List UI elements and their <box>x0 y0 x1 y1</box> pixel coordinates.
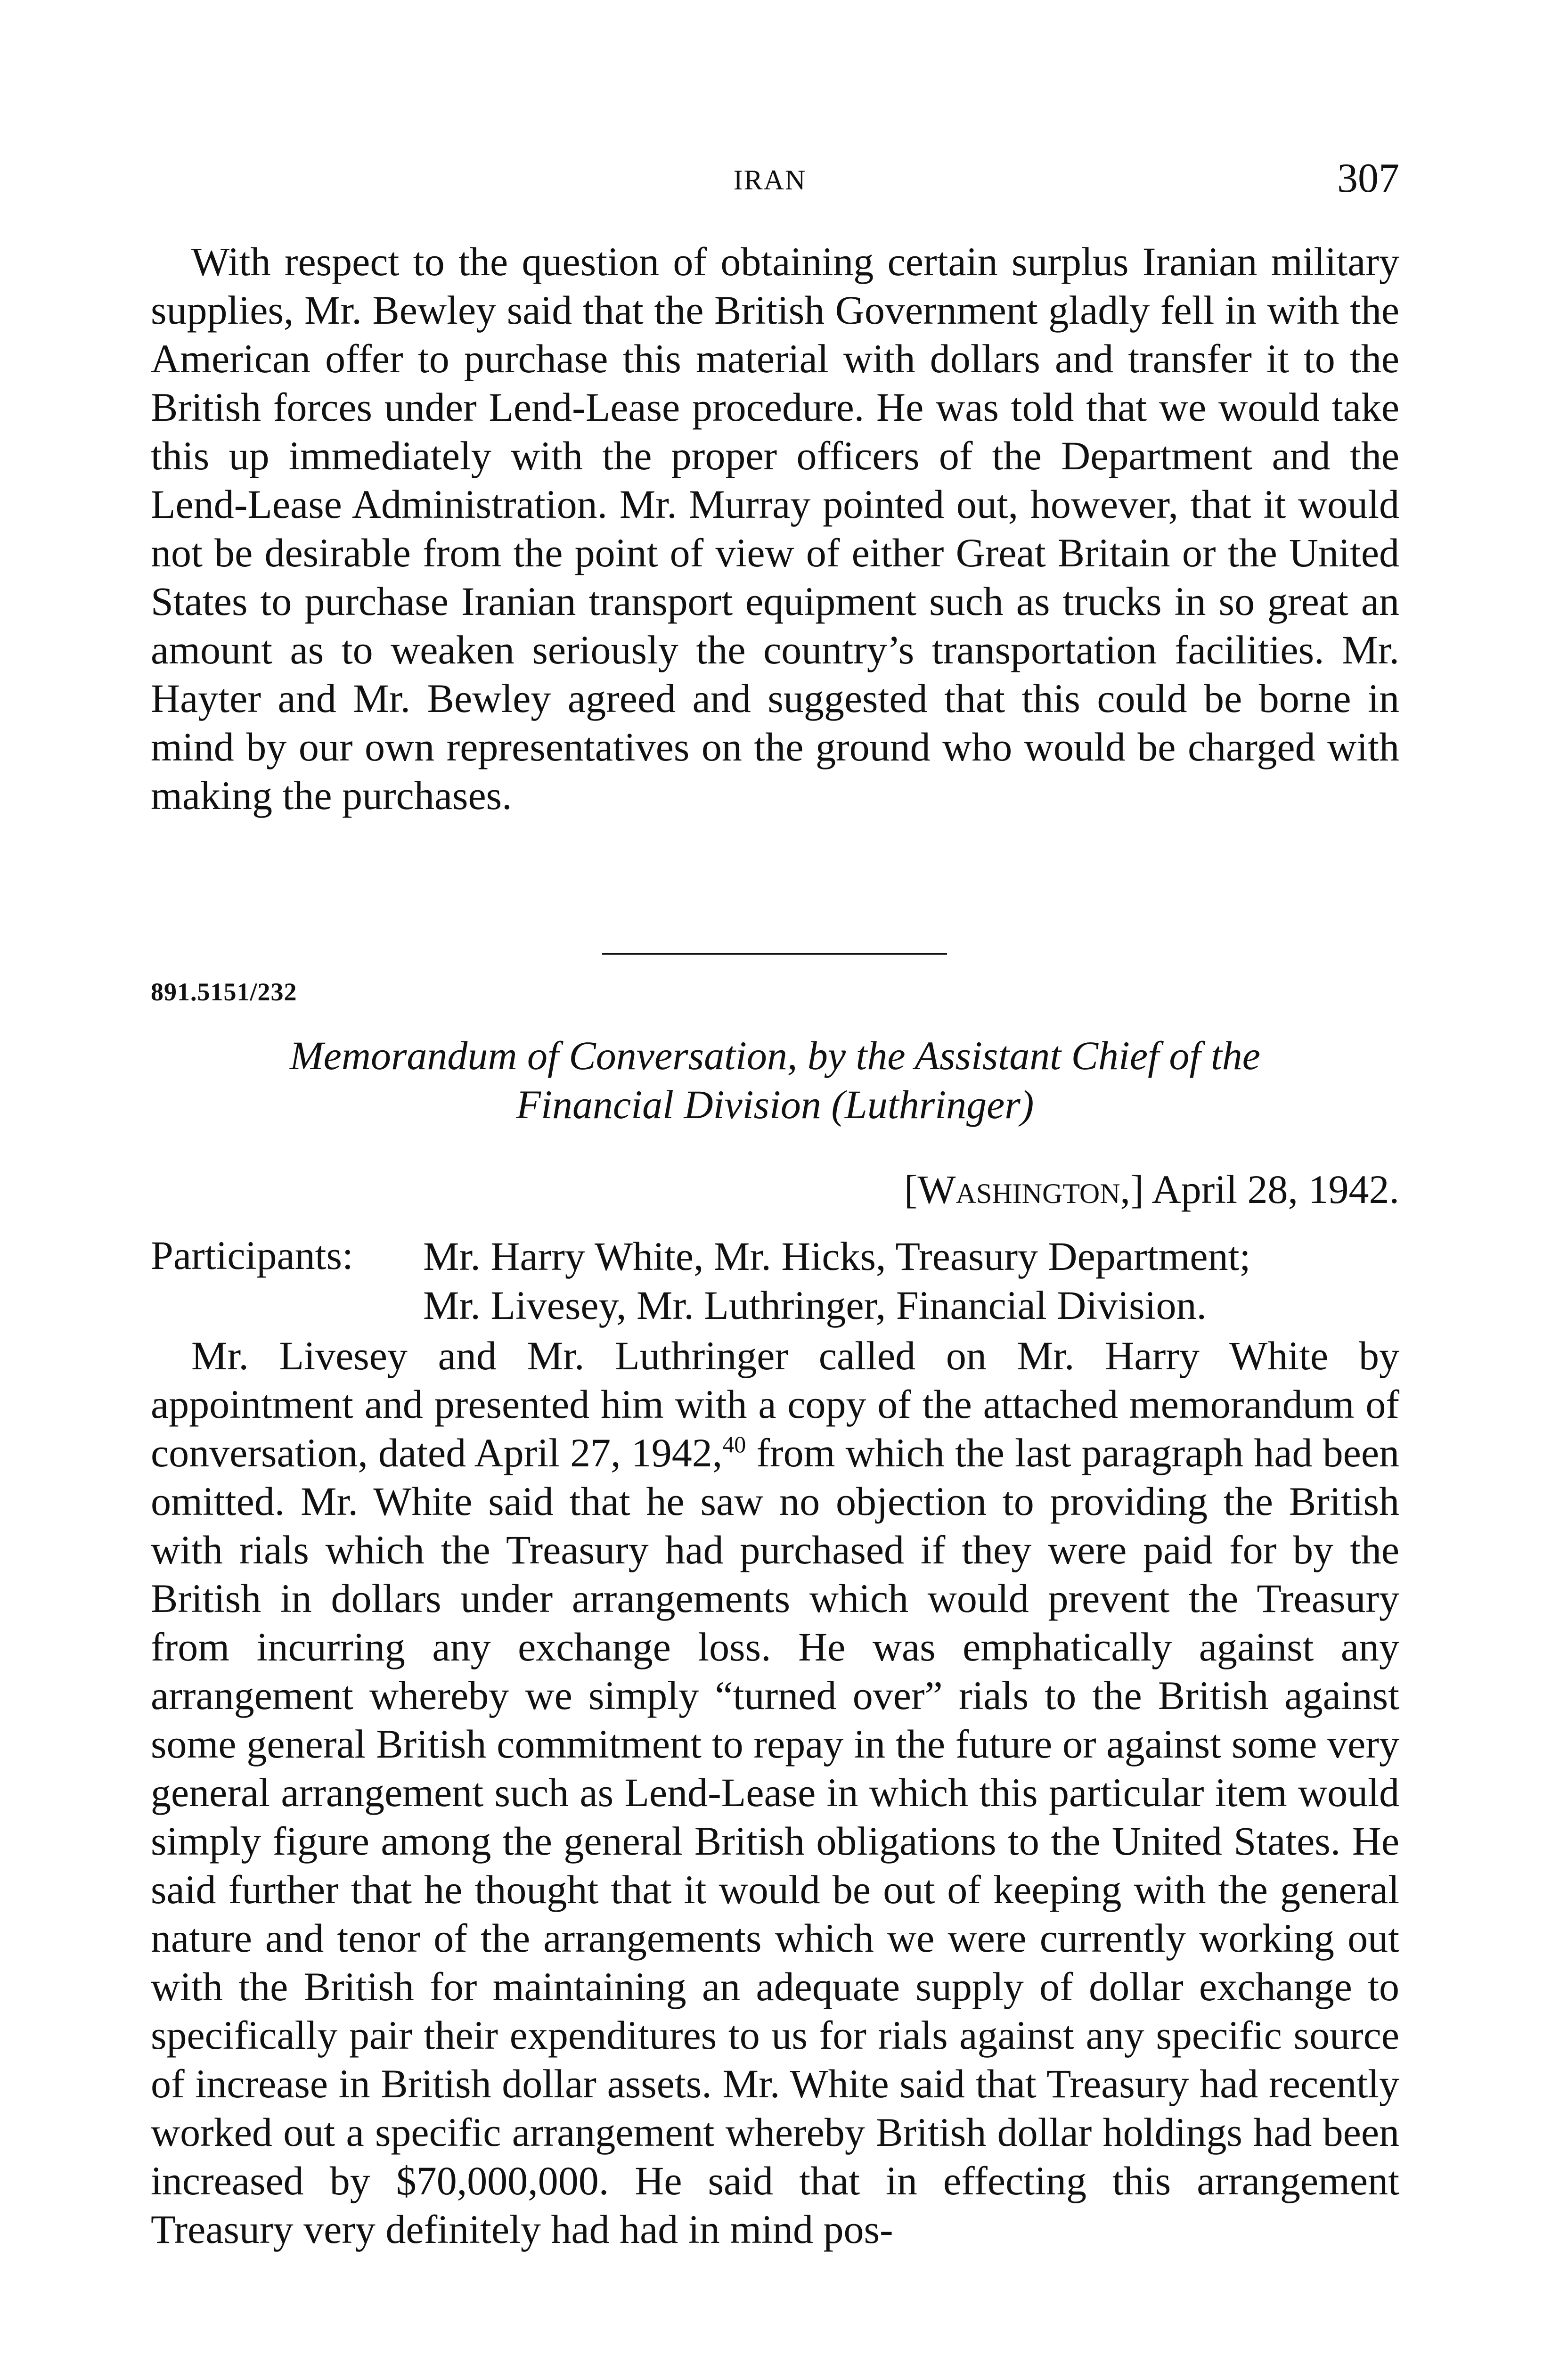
running-title: IRAN <box>733 164 807 196</box>
participants-line-1: Mr. Harry White, Mr. Hicks, Treasury Department; <box>423 1234 1251 1279</box>
participants-line-2: Mr. Livesey, Mr. Luthringer, Financial Division. <box>423 1283 1207 1328</box>
dateline-open: [ <box>904 1167 918 1212</box>
page-number: 307 <box>1337 155 1399 201</box>
heading-line-1: Memorandum of Conversation, by the Assistant Chief of the <box>290 1033 1260 1078</box>
section-divider <box>602 953 947 955</box>
paragraph-2-part-a: Mr. Livesey and Mr. Luthringer called on Mr. Harry White by appointment and presented him with a copy of the attached memorandum of conversation, dated April 27, 1942, <box>151 1333 1399 1475</box>
file-number: 891.5151/232 <box>151 978 297 1006</box>
document-heading <box>198 1031 1352 1129</box>
participants-list <box>423 1232 1250 1330</box>
paragraph-2 <box>151 1332 1399 2254</box>
footnote-reference: 40 <box>722 1431 746 1457</box>
heading-line-2: Financial Division (Luthringer) <box>516 1082 1034 1127</box>
paragraph-1: With respect to the question of obtaining certain surplus Iranian military supplies, Mr. Bewley said that the British Government gladly fell in with the American offer to purchase this material with dollars and transfer it to the British forces under Lend-Lease procedure. He was told that we would take this up immediately with the proper officers of the Department and the Lend-Lease Administration. Mr. Murray pointed out, however, that it would not be desirable from the point of view of either Great Britain or the United States to purchase Iranian transport equipment such as trucks in so great an amount as to weaken seriously the country’s transportation facilities. Mr. Hayter and Mr. Bewley agreed and suggested that this could be borne in mind by our own representatives on the ground who would be charged with making the purchases. <box>151 239 1399 818</box>
paragraph-2-part-b: from which the last paragraph had been omitted. Mr. White said that he saw no objection to providing the British with rials which the Treasury had purchased if they were paid for by the British in dollars under arrangements which would prevent the Treasury from incurring any exchange loss. He was emphatically against any arrangement whereby we simply “turned over” rials to the British against some general British commitment to repay in the future or against some very general arrangement such as Lend-Lease in which this particular item would simply figure among the general British obligations to the United States. He said further that he thought that it would be out of keeping with the general nature and tenor of the arrangements which we were currently working out with the British for maintaining an adequate supply of dollar exchange to specifically pair their expenditures to us for rials against any specific source of increase in British dollar assets. Mr. White said that Treasury had recently worked out a specific arrangement whereby British dollar holdings had been increased by $70,000,000. He said that in effecting this arrangement Treasury very definitely had had in mind pos- <box>151 1430 1399 2252</box>
dateline <box>904 1166 1399 1213</box>
dateline-place: Washington, <box>917 1167 1131 1212</box>
participants-label: Participants: <box>151 1233 353 1278</box>
dateline-date: ] April 28, 1942. <box>1130 1167 1399 1212</box>
